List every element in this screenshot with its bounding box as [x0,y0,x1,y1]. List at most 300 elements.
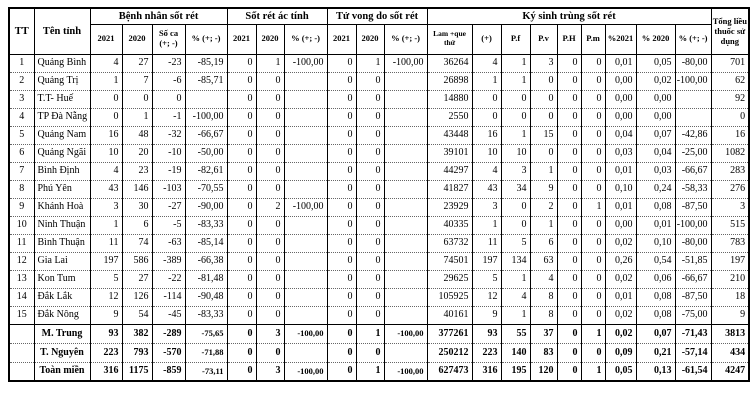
table-cell [284,72,327,90]
table-cell: 55 [501,324,530,343]
table-cell: 4 [530,270,557,288]
table-cell: 0 [327,72,356,90]
table-cell: -66,67 [185,126,227,144]
table-cell: -75,00 [675,306,711,324]
table-cell [284,180,327,198]
table-cell: 0 [581,343,605,362]
table-cell: -73,11 [185,362,227,381]
group-header-deaths: Tử vong do sốt rét [327,8,427,24]
table-row [9,108,749,126]
table-cell: 0 [256,108,284,126]
table-cell: 382 [122,324,152,343]
table-cell: 0 [256,252,284,270]
table-cell: -389 [152,252,185,270]
subcol-deaths-2020: 2020 [356,24,384,54]
table-cell: 3 [90,198,122,216]
table-cell: 1 [530,162,557,180]
table-cell: 30 [122,198,152,216]
subcol-cases-diff: Số ca (+; -) [152,24,185,54]
table-cell: 134 [501,252,530,270]
table-row [9,288,749,306]
table-cell: 0 [227,306,256,324]
table-cell: 0 [501,108,530,126]
table-cell: 0 [327,180,356,198]
table-cell: 5 [472,270,501,288]
table-cell: -85,19 [185,54,227,72]
table-cell: 3 [530,54,557,72]
table-cell: 0 [557,234,581,252]
table-cell: 7 [122,72,152,90]
table-cell: 0 [227,198,256,216]
table-cell: 0,54 [636,252,675,270]
table-cell: 0 [472,108,501,126]
table-cell: 4 [501,288,530,306]
table-cell: 197 [90,252,122,270]
table-cell: 9 [472,306,501,324]
table-cell [384,288,427,306]
table-cell: 1 [256,54,284,72]
table-cell: -66,67 [675,162,711,180]
table-cell: 27 [122,54,152,72]
table-cell [675,90,711,108]
table-cell: 0 [327,126,356,144]
province-name: Phú Yên [34,180,90,198]
subcol-patients-2021: 2021 [90,24,122,54]
table-cell: 0,06 [636,270,675,288]
table-cell: 29625 [427,270,472,288]
table-cell: 0,08 [636,288,675,306]
table-cell: 54 [122,306,152,324]
table-cell: 0 [557,343,581,362]
table-cell: 316 [472,362,501,381]
table-cell: 0 [227,252,256,270]
table-cell: 1 [501,126,530,144]
table-cell: 0 [256,288,284,306]
table-cell: 0,21 [636,343,675,362]
table-row [9,126,749,144]
table-cell [384,343,427,362]
table-cell [284,90,327,108]
table-cell: 0,03 [605,144,636,162]
table-cell [284,270,327,288]
table-cell: 0 [327,306,356,324]
table-cell: 18 [711,288,749,306]
table-cell: 0,04 [605,126,636,144]
table-cell: 0 [711,108,749,126]
table-cell: 1175 [122,362,152,381]
group-header-parasites: Ký sinh trùng sốt rét [427,8,711,24]
table-cell: 0 [581,216,605,234]
table-cell: 0 [356,198,384,216]
table-cell: 0 [327,54,356,72]
table-cell: 43 [90,180,122,198]
table-cell: 3 [256,324,284,343]
table-cell: 0 [557,108,581,126]
table-cell: 0 [557,306,581,324]
table-cell: 793 [122,343,152,362]
table-cell: -103 [152,180,185,198]
table-cell: 0 [356,270,384,288]
table-cell: 40335 [427,216,472,234]
table-cell: 0 [557,144,581,162]
table-cell: -51,85 [675,252,711,270]
table-cell: 2 [256,198,284,216]
table-cell: 0 [557,162,581,180]
table-cell: 6 [530,234,557,252]
table-cell: -100,00 [284,198,327,216]
table-cell: 0 [356,234,384,252]
table-cell: 701 [711,54,749,72]
malaria-statistics-table [8,7,750,382]
table-cell: -25,00 [675,144,711,162]
table-row [9,54,749,72]
table-cell: 1 [356,362,384,381]
table-cell: 140 [501,343,530,362]
table-cell: 4 [472,162,501,180]
row-index: 6 [9,144,34,162]
table-cell [284,306,327,324]
table-cell: 1 [122,108,152,126]
table-cell: 0,04 [636,144,675,162]
table-cell: 0 [327,108,356,126]
table-body [9,54,749,381]
row-index: 10 [9,216,34,234]
table-cell: 0 [581,90,605,108]
table-cell: 0 [227,108,256,126]
row-index [9,362,34,381]
subcol-deaths-pct: % (+; -) [384,24,427,54]
table-cell: 0 [356,306,384,324]
table-cell: -100,00 [284,362,327,381]
table-cell: 0 [327,216,356,234]
table-cell: 0 [557,252,581,270]
table-cell [284,288,327,306]
province-name: Quảng Bình [34,54,90,72]
province-name: M. Trung [34,324,90,343]
table-cell: 210 [711,270,749,288]
table-cell: 0,10 [636,234,675,252]
table-cell: -80,00 [675,54,711,72]
table-cell: 39101 [427,144,472,162]
subcol-ph: P.H [557,24,581,54]
table-cell: 316 [90,362,122,381]
table-cell: 1 [501,270,530,288]
province-name: Quảng Trị [34,72,90,90]
table-cell: 0 [581,288,605,306]
province-name: Bình Định [34,162,90,180]
row-index: 2 [9,72,34,90]
table-cell: -85,71 [185,72,227,90]
table-cell: -71,88 [185,343,227,362]
table-cell: 0 [227,234,256,252]
table-cell: 0 [256,162,284,180]
table-cell: 223 [90,343,122,362]
table-cell: 0 [501,216,530,234]
table-row [9,90,749,108]
table-cell: 40161 [427,306,472,324]
table-cell: 0,01 [605,198,636,216]
table-cell: 0 [581,306,605,324]
province-name: Quảng Nam [34,126,90,144]
table-cell: 0 [581,180,605,198]
table-cell: 0 [256,72,284,90]
table-cell: 9 [711,306,749,324]
table-cell: 0,07 [636,324,675,343]
row-index [9,343,34,362]
table-cell: -100,00 [284,324,327,343]
table-cell [384,144,427,162]
table-cell [384,126,427,144]
table-cell: 9 [530,180,557,198]
table-cell: 0 [501,198,530,216]
table-cell: 3813 [711,324,749,343]
table-cell: 515 [711,216,749,234]
table-cell: 12 [90,288,122,306]
table-cell: -66,67 [675,270,711,288]
table-cell: 0 [581,234,605,252]
table-cell: 0,09 [605,343,636,362]
table-cell [284,108,327,126]
table-cell: 0 [356,180,384,198]
table-cell: 0,00 [636,90,675,108]
table-cell: 0 [227,90,256,108]
row-index: 8 [9,180,34,198]
table-cell: 0,00 [636,108,675,126]
table-cell: 0 [227,270,256,288]
table-cell: -289 [152,324,185,343]
table-cell: 74 [122,234,152,252]
table-cell: 0 [256,90,284,108]
table-cell: 11 [472,234,501,252]
table-cell: 1 [501,306,530,324]
table-cell: 8 [530,306,557,324]
table-cell: 0 [356,216,384,234]
table-cell: 0,07 [636,126,675,144]
subcol-pct-2020: % 2020 [636,24,675,54]
table-cell: 0,02 [605,324,636,343]
subcol-severe-pct: % (+; -) [284,24,327,54]
table-cell: -32 [152,126,185,144]
table-cell: 0 [327,162,356,180]
province-name: Bình Thuận [34,234,90,252]
table-cell: 0 [256,216,284,234]
table-cell: 0 [256,343,284,362]
table-cell: 3 [711,198,749,216]
table-cell [284,234,327,252]
table-cell: 23929 [427,198,472,216]
table-cell [185,90,227,108]
table-cell: 16 [90,126,122,144]
table-cell: -100,00 [675,72,711,90]
table-cell: 43448 [427,126,472,144]
table-cell: 93 [90,324,122,343]
table-cell: 0 [581,270,605,288]
row-index: 3 [9,90,34,108]
table-cell: 0 [557,54,581,72]
table-cell: 0 [256,126,284,144]
table-cell: 0,24 [636,180,675,198]
table-cell: -80,00 [675,234,711,252]
col-header-total-doses: Tổng liều thuốc sử dụng [711,8,749,54]
table-cell [284,216,327,234]
subcol-pct-2021: %2021 [605,24,636,54]
table-cell: 0 [256,270,284,288]
table-cell: 0 [530,108,557,126]
table-cell: 0 [581,72,605,90]
table-cell: 0 [501,90,530,108]
table-cell: 627473 [427,362,472,381]
table-cell: 0 [356,72,384,90]
table-cell: 1 [90,72,122,90]
table-cell: 0,10 [605,180,636,198]
subcol-pf: P.f [501,24,530,54]
table-cell: 223 [472,343,501,362]
table-cell: 74501 [427,252,472,270]
table-cell: -27 [152,198,185,216]
table-cell: 197 [711,252,749,270]
table-cell: 0 [581,144,605,162]
table-cell: 0,00 [605,90,636,108]
table-cell: 8 [530,288,557,306]
table-row [9,180,749,198]
table-cell: 0,26 [605,252,636,270]
province-name: Đắk Nông [34,306,90,324]
table-cell [675,108,711,126]
table-cell: 0 [327,234,356,252]
table-cell [384,270,427,288]
table-row [9,252,749,270]
table-header [9,8,749,54]
table-cell: 0 [256,144,284,162]
row-index: 11 [9,234,34,252]
table-cell: 1 [472,72,501,90]
table-cell: 4 [472,54,501,72]
province-name: Toàn miền [34,362,90,381]
table-cell: 0,00 [605,108,636,126]
table-cell: 0,02 [605,270,636,288]
table-cell: 1 [581,198,605,216]
table-row [9,144,749,162]
table-cell: 0 [581,108,605,126]
col-header-province: Tên tỉnh [34,8,90,54]
table-cell: 0 [356,144,384,162]
header-sub-row [9,24,749,54]
province-name: Quảng Ngãi [34,144,90,162]
table-cell: 10 [501,144,530,162]
table-cell: 0 [256,180,284,198]
table-cell: 93 [472,324,501,343]
table-cell: 0,05 [605,362,636,381]
table-cell: 586 [122,252,152,270]
province-name: Khánh Hoà [34,198,90,216]
table-cell: 44297 [427,162,472,180]
table-cell: 62 [711,72,749,90]
table-cell: 377261 [427,324,472,343]
subcol-patients-2020: 2020 [122,24,152,54]
table-cell: 5 [501,234,530,252]
table-cell: 23 [122,162,152,180]
table-cell [284,162,327,180]
table-cell: 0 [356,162,384,180]
table-cell: 197 [472,252,501,270]
province-name: Ninh Thuận [34,216,90,234]
table-cell: 0 [557,324,581,343]
table-cell: 0 [327,90,356,108]
table-cell [284,126,327,144]
table-row [9,306,749,324]
table-cell: 43 [472,180,501,198]
row-index: 13 [9,270,34,288]
row-index: 5 [9,126,34,144]
subcol-slides: Lam +que thử [427,24,472,54]
table-cell: 1 [356,54,384,72]
table-cell: 146 [122,180,152,198]
province-name: TP Đà Nẵng [34,108,90,126]
table-cell: 0 [356,288,384,306]
table-cell: 63732 [427,234,472,252]
table-cell: 0 [327,270,356,288]
table-cell: 276 [711,180,749,198]
table-cell: 0 [581,162,605,180]
table-cell [384,180,427,198]
table-cell [384,252,427,270]
table-cell: 0 [327,362,356,381]
summary-row [9,362,749,381]
table-cell: 126 [122,288,152,306]
table-cell: -114 [152,288,185,306]
table-cell: 27 [122,270,152,288]
subcol-pct-diff2: % (+; -) [675,24,711,54]
table-cell: -45 [152,306,185,324]
table-cell: -81,48 [185,270,227,288]
table-cell: 1 [472,216,501,234]
table-cell: -82,61 [185,162,227,180]
row-index: 9 [9,198,34,216]
table-cell: 0 [581,54,605,72]
table-cell: 0 [557,270,581,288]
table-cell: -570 [152,343,185,362]
province-name: T.T- Huế [34,90,90,108]
table-cell: 48 [122,126,152,144]
table-cell: 0,01 [636,216,675,234]
table-cell: 83 [530,343,557,362]
table-cell: 20 [122,144,152,162]
subcol-pv: P.v [530,24,557,54]
table-cell: 0 [227,54,256,72]
table-cell: 283 [711,162,749,180]
table-cell: 4 [90,162,122,180]
table-cell: 16 [472,126,501,144]
table-cell: 15 [530,126,557,144]
table-cell: -85,14 [185,234,227,252]
table-cell: 11 [90,234,122,252]
table-cell: 37 [530,324,557,343]
table-cell: 0 [530,90,557,108]
table-cell: 0 [356,126,384,144]
table-cell [384,72,427,90]
table-cell: 0 [557,90,581,108]
table-cell: -100,00 [384,362,427,381]
table-cell: 0 [90,90,122,108]
table-cell: 0 [122,90,152,108]
table-cell: -57,14 [675,343,711,362]
table-cell: 1 [356,324,384,343]
table-cell: 0 [227,324,256,343]
group-header-severe: Sốt rét ác tính [227,8,327,24]
subcol-severe-2021: 2021 [227,24,256,54]
row-index: 4 [9,108,34,126]
table-cell: 0 [557,72,581,90]
